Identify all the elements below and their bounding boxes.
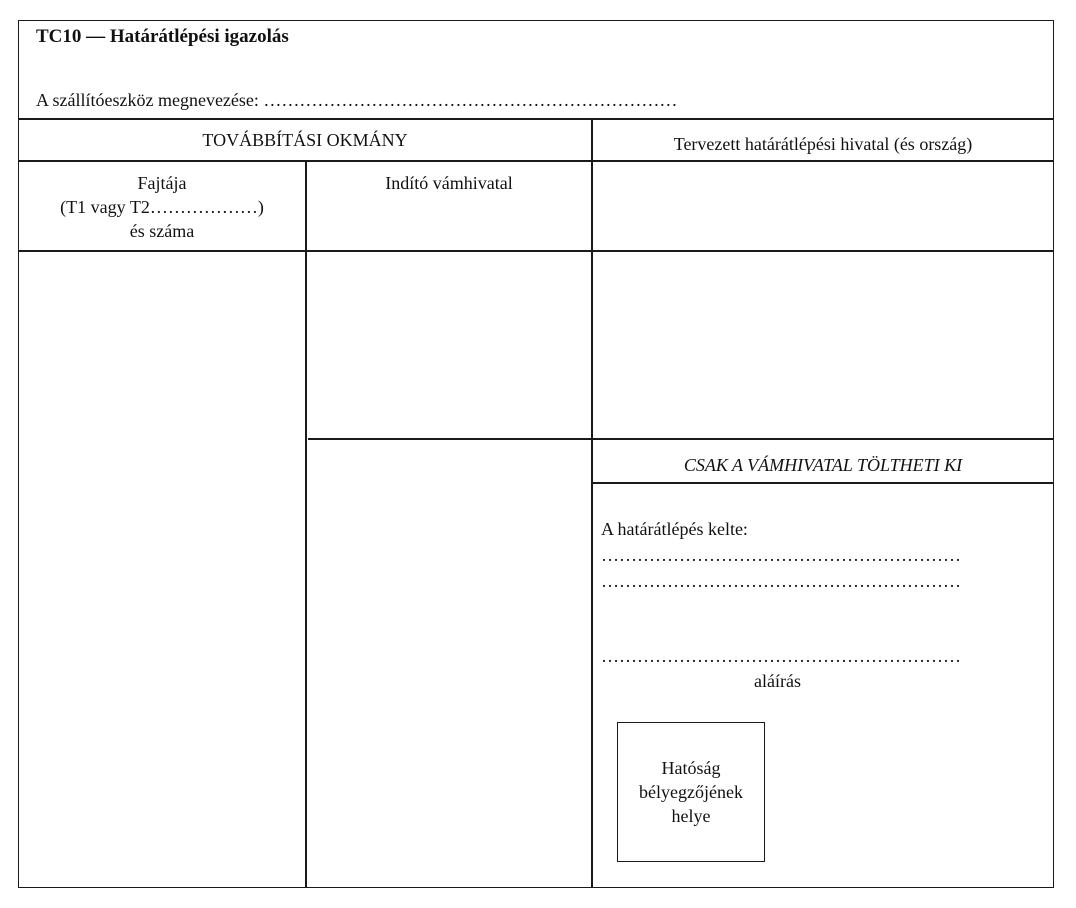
form-title: TC10 — Határátlépési igazolás [36,26,289,47]
customs-only-heading: CSAK A VÁMHIVATAL TÖLTHETI KI [683,455,963,475]
crossing-date-dots-2[interactable]: …………………………………………………… [601,571,961,591]
type-column-header-line1: Fajtája [137,173,187,193]
vehicle-name-field[interactable]: A szállítóeszköz megnevezése: …………………………………………………………… [36,90,678,110]
type-column-header-line2[interactable]: (T1 vagy T2………………) [60,197,264,217]
authority-stamp-box [617,722,765,862]
transit-document-heading: TOVÁBBÍTÁSI OKMÁNY [202,130,408,150]
rule-right-col-divider [591,118,593,888]
type-column-header-line3: és száma [129,221,195,241]
signature-dots[interactable]: …………………………………………………… [601,646,961,666]
rule-below-headings [18,160,1054,162]
crossing-date-dots-1[interactable]: …………………………………………………… [601,545,961,565]
signature-label: aláírás [754,671,801,691]
rule-below-customs-heading [592,482,1054,484]
rule-below-header [18,118,1054,120]
rule-middle-split [308,438,1054,440]
rule-below-column-heads [18,250,1054,252]
authority-stamp-label: Hatóság bélyegzőjének helye [639,758,743,826]
rule-left-col-divider [305,160,307,888]
crossing-date-label: A határátlépés kelte: [601,519,748,539]
departure-office-column-header: Indító vámhivatal [385,173,513,193]
planned-border-office-heading: Tervezett határátlépési hivatal (és ország) [673,134,973,154]
